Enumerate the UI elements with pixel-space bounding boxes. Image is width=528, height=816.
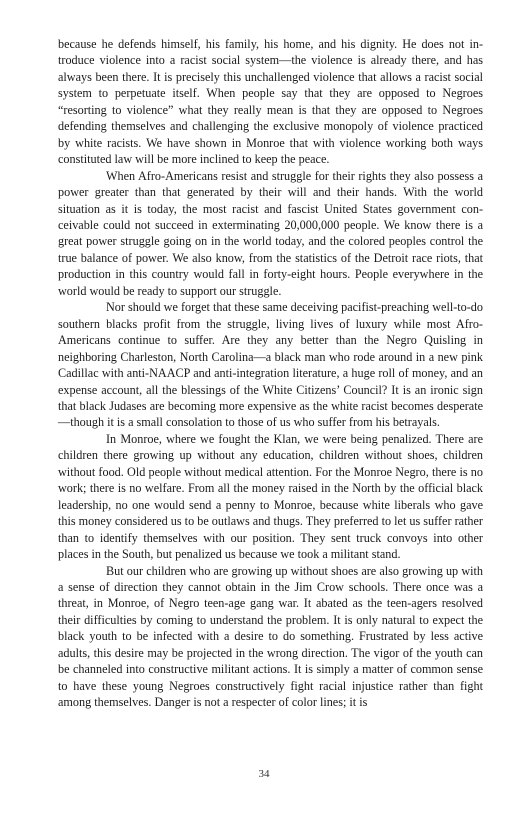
- paragraph: Nor should we forget that these same deceiving pacifist-preaching well-to-do southern blacks profit from the struggle, living lives of luxury while most Afro-Americans continue to suffer. Are they any better than the Negro Quisling in neighboring Charleston, North Carolina—a black man who rode around in a new pink Cadillac with anti-NAACP and anti-integration literature, a huge roll of money, and an expense account, all the blessings of the White Citizens’ Council? It is an ironic sign that black Judases are becoming more expensive as the white racist becomes desperate—though it is a small consolation to those of us who suffer from his betrayals.: [58, 300, 483, 430]
- page-number: 34: [258, 768, 270, 780]
- paragraph: When Afro-Americans resist and struggle for their rights they also possess a power greater than that generated by their will and their hands. With the world situation as it is today, the most racist and fascist United States government conceivable could not succeed in exterminating 20,000,000 people. We know there is a great power struggle going on in the world today, and the colored peoples control the true balance of power. We also know, from the statistics of the Detroit race riots, that production in this country would fall in forty-eight hours. People everywhere in the world would be ready to support our struggle.: [58, 168, 483, 298]
- page-body: [58, 36, 483, 711]
- paragraph: But our children who are growing up without shoes are also growing up with a sense of direction they cannot obtain in the Jim Crow schools. There once was a threat, in Monroe, of Negro teen-age gang war. It abated as the teen-agers resolved their difficulties by coming to understand the problem. It is only natural to expect the black youth to be infected with a desire to do something. Frustrated by less active adults, this desire may be projected in the wrong direction. The vigor of the youth can be channeled into constructive militant actions. It is simply a matter of common sense to have these young Negroes constructively fight racial injustice rather than fight among themselves. Danger is not a respecter of color lines; it is: [58, 563, 483, 710]
- paragraph-continued: because he defends himself, his family, his home, and his dignity. He does not introduce violence into a racist social system—the violence is already there, and has always been there. It is precisely this unchallenged violence that allows a racist social system to perpetuate itself. When people say that they are opposed to Negroes “resorting to violence” what they really mean is that they are opposed to Negroes defending themselves and challenging the exclusive monopoly of violence practiced by white racists. We have shown in Monroe that with violence working both ways constituted law will be more inclined to keep the peace.: [58, 37, 483, 167]
- paragraph: In Monroe, where we fought the Klan, we were being penalized. There are children there growing up without any education, children without shoes, children without food. Old people without medical attention. For the Monroe Negro, there is no work; there is no welfare. From all the money raised in the North by the official black leadership, no one would send a penny to Monroe, because white liberals who gave this money considered us to be outlaws and thugs. They preferred to let us suffer rather than to identify themselves with our position. They sent truck convoys into other places in the South, but penalized us because we took a militant stand.: [58, 431, 483, 562]
